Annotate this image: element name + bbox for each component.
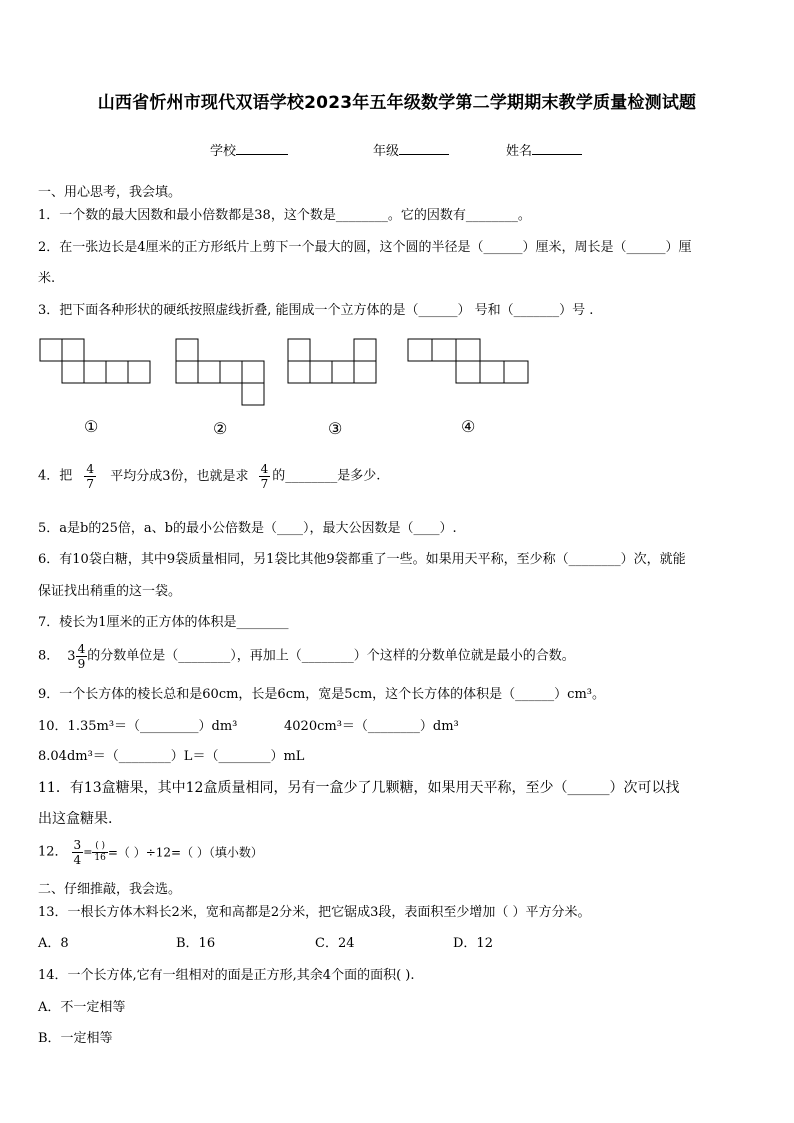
cube-net-1 <box>38 336 153 386</box>
question-6-line-1: 6．有10袋白糖，其中9袋质量相同，另1袋比其他9袋都重了一些。如果用天平称，至少称（________）次，就能 <box>38 552 686 567</box>
question-8: 8． 3 $\frac{4}{9}$ 的分数单位是（________），再加上（________）个这样的分数单位就是最小的合数。 <box>38 642 575 671</box>
section-1-heading: 一、用心思考，我会填。 <box>38 185 182 200</box>
question-13-option-d[interactable]: D．12 <box>453 936 493 951</box>
net-label-3: ③ <box>328 419 343 438</box>
question-10-a: 10．1.35m³＝（_________）dm³ <box>38 719 238 734</box>
question-5: 5．a是b的25倍，a、b的最小公倍数是（____），最大公因数是（____）. <box>38 521 457 536</box>
question-9: 9．一个长方体的棱长总和是60cm，长是6cm，宽是5cm，这个长方体的体积是（______）cm³。 <box>38 687 605 702</box>
question-4: 4．把 $\frac{4}{7}$ 平均分成3份，也就是求 $\frac{4}{7}$ 的________是多少. <box>38 462 381 491</box>
fraction-3-4: $\frac{3}{4}$ <box>73 838 82 867</box>
question-1: 1．一个数的最大因数和最小倍数都是38，这个数是________。它的因数有________。 <box>38 208 531 223</box>
school-label: 学校 <box>210 144 237 159</box>
question-14: 14．一个长方体,它有一组相对的面是正方形,其余4个面的面积( ). <box>38 968 415 983</box>
question-6-line-2: 保证找出稍重的这一袋。 <box>38 584 182 599</box>
question-11-line-1: 11．有13盒糖果，其中12盒质量相同，另有一盒少了几颗糖，如果用天平称，至少（______）次可以找 <box>38 780 680 796</box>
question-12: 12． $\frac{3}{4}$ = $\frac{( )}{16}$ =（ ）÷12=（ ）（填小数） <box>38 838 263 867</box>
fraction-blank-16: $\frac{( )}{16}$ <box>94 841 106 863</box>
question-14-option-a[interactable]: A．不一定相等 <box>38 1000 126 1015</box>
net-label-1: ① <box>84 417 99 436</box>
name-label: 姓名 <box>506 144 533 159</box>
question-10-b: 4020cm³＝（________）dm³ <box>284 719 459 734</box>
question-13-option-b[interactable]: B．16 <box>176 936 216 951</box>
net-label-4: ④ <box>461 417 476 436</box>
cube-net-3 <box>286 336 386 386</box>
question-13: 13．一根长方体木料长2米，宽和高都是2分米，把它锯成3段，表面积至少增加（ ）平方分米。 <box>38 905 591 920</box>
grade-label: 年级 <box>373 144 400 159</box>
school-field[interactable] <box>210 140 288 159</box>
question-2-line-1: 2．在一张边长是4厘米的正方形纸片上剪下一个最大的圆，这个圆的半径是（______）厘米，周长是（______）厘 <box>38 240 692 255</box>
fraction-4-7: $\frac{4}{7}$ <box>86 462 95 491</box>
cube-net-4 <box>406 336 534 386</box>
question-11-line-2: 出这盒糖果. <box>38 811 113 827</box>
page-title: 山西省忻州市现代双语学校2023年五年级数学第二学期期末教学质量检测试题 <box>97 93 697 113</box>
section-2-heading: 二、仔细推敲，我会选。 <box>38 882 182 897</box>
question-2-line-2: 米. <box>38 271 56 286</box>
question-10-c: 8.04dm³＝（________）L＝（________）mL <box>38 749 305 764</box>
question-13-option-c[interactable]: C．24 <box>315 936 355 951</box>
grade-field[interactable] <box>373 140 449 159</box>
question-14-option-b[interactable]: B．一定相等 <box>38 1031 113 1046</box>
net-label-2: ② <box>213 419 228 438</box>
question-13-option-a[interactable]: A．8 <box>38 936 69 951</box>
fraction-4-9: $\frac{4}{9}$ <box>77 642 86 671</box>
name-field[interactable] <box>506 140 582 159</box>
question-7: 7．棱长为1厘米的正方体的体积是________ <box>38 615 289 630</box>
question-3: 3．把下面各种形状的硬纸按照虚线折叠, 能围成一个立方体的是（______） 号和（_______）号 . <box>38 303 594 318</box>
cube-net-2 <box>174 336 274 408</box>
fraction-4-7-b: $\frac{4}{7}$ <box>260 462 269 491</box>
